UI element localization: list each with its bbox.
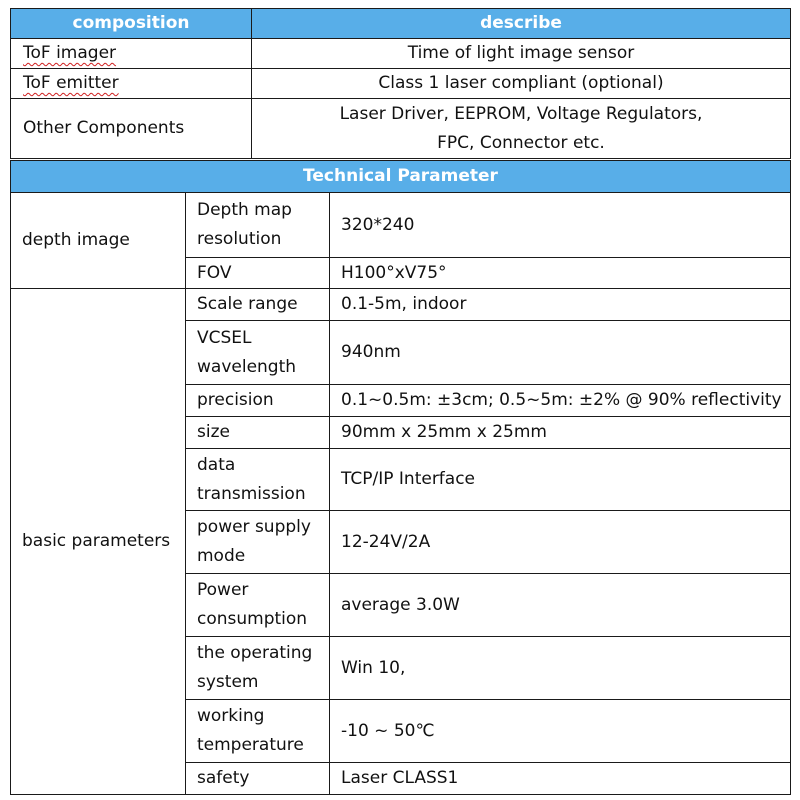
param-label: [186, 574, 330, 637]
param-label: FOV: [186, 258, 330, 289]
param-label: safety: [186, 763, 330, 795]
describe-cell: Time of light image sensor: [252, 39, 791, 69]
describe-line: Laser Driver, EEPROM, Voltage Regulators,: [339, 103, 703, 124]
label-line: wavelength: [197, 356, 297, 377]
param-value: Win 10,: [330, 637, 791, 700]
composition-row: [11, 69, 791, 99]
technical-parameter-table: [10, 160, 791, 795]
label-line: working: [197, 706, 265, 726]
label-line: system: [197, 672, 259, 692]
param-value: 0.1~0.5m: ±3cm; 0.5~5m: ±2% @ 90% reflectivity: [330, 385, 791, 417]
param-value: TCP/IP Interface: [330, 449, 791, 511]
label-line: VCSEL: [197, 327, 252, 348]
param-value: average 3.0W: [330, 574, 791, 637]
label-line: resolution: [197, 229, 282, 249]
param-value: 12-24V/2A: [330, 511, 791, 574]
param-value: 0.1-5m, indoor: [330, 289, 791, 321]
label-line: Depth map: [197, 200, 292, 220]
label-line: mode: [197, 546, 246, 566]
composition-cell: Other Components: [11, 99, 252, 159]
param-label: precision: [186, 385, 330, 417]
param-value: 940nm: [330, 321, 791, 385]
param-label: [186, 321, 330, 385]
describe-cell: Class 1 laser compliant (optional): [252, 69, 791, 99]
param-label: [186, 637, 330, 700]
label-line: data: [197, 454, 236, 475]
describe-line: FPC, Connector etc.: [437, 132, 605, 153]
param-label: [186, 511, 330, 574]
describe-header: describe: [252, 9, 791, 39]
label-line: consumption: [197, 609, 308, 629]
describe-cell: [252, 99, 791, 159]
param-row: [11, 193, 791, 258]
composition-row: [11, 99, 791, 159]
tech-table-title: Technical Parameter: [11, 161, 791, 193]
group-label: depth image: [11, 193, 186, 289]
composition-cell: ToF imager: [11, 39, 252, 69]
param-value: 320*240: [330, 193, 791, 258]
param-value: Laser CLASS1: [330, 763, 791, 795]
param-label: [186, 700, 330, 763]
label-line: temperature: [197, 735, 304, 755]
param-value: -10 ~ 50℃: [330, 700, 791, 763]
param-row: [11, 289, 791, 321]
param-label: [186, 449, 330, 511]
param-label: [186, 193, 330, 258]
composition-table: [10, 8, 791, 159]
tech-title-row: [11, 161, 791, 193]
composition-cell: ToF emitter: [11, 69, 252, 99]
param-value: 90mm x 25mm x 25mm: [330, 417, 791, 449]
label-line: power supply: [197, 517, 311, 537]
param-label: size: [186, 417, 330, 449]
label-line: Power: [197, 580, 249, 600]
param-value: H100°xV75°: [330, 258, 791, 289]
composition-header-row: [11, 9, 791, 39]
group-label: basic parameters: [11, 289, 186, 795]
label-line: transmission: [197, 483, 306, 504]
composition-row: [11, 39, 791, 69]
label-line: the operating: [197, 643, 313, 663]
param-label: Scale range: [186, 289, 330, 321]
composition-header: composition: [11, 9, 252, 39]
